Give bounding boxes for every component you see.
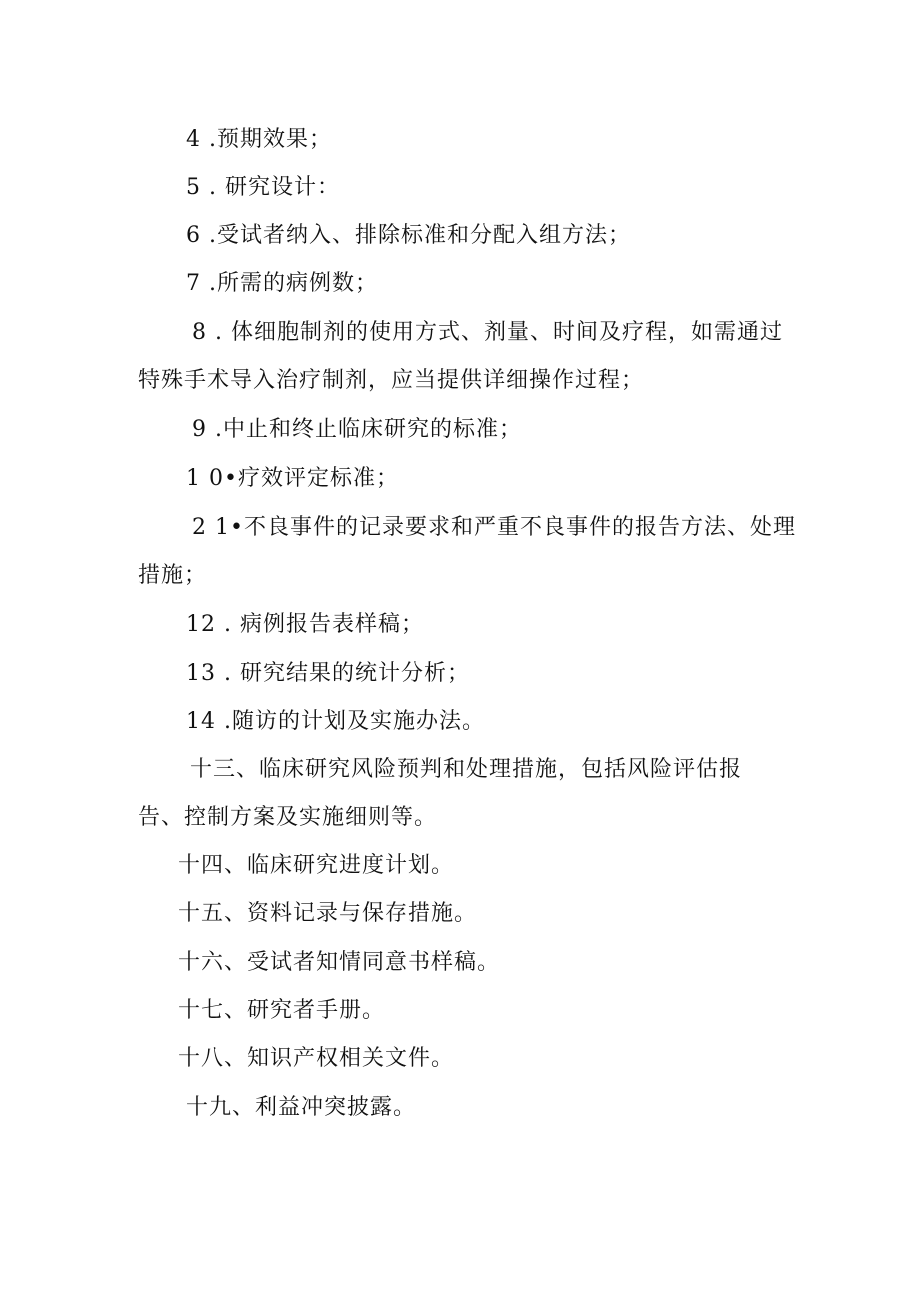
text-line: 十三、临床研究风险预判和处理措施，包括风险评估报 [190,757,743,782]
text-line: 2 1•不良事件的记录要求和严重不良事件的报告方法、处理 [192,515,796,540]
text-line: 告、控制方案及实施细则等。 [138,805,438,830]
text-line: 十八、知识产权相关文件。 [178,1046,455,1071]
text-line: 12 . 病例报告表样稿； [186,612,424,637]
text-line: 5 . 研究设计： [186,175,340,200]
text-line: 十五、资料记录与保存措施。 [178,901,478,926]
text-line: 十七、研究者手册。 [178,998,386,1023]
text-line: 9 .中止和终止临床研究的标准； [192,417,522,442]
text-line: 13 . 研究结果的统计分析； [186,661,470,686]
text-line: 十四、临床研究进度计划。 [178,853,455,878]
text-line: 十九、利益冲突披露。 [186,1095,417,1120]
text-line: 特殊手术导入治疗制剂，应当提供详细操作过程； [138,368,645,393]
text-line: 十六、受试者知情同意书样稿。 [178,950,501,975]
text-line: 6 .受试者纳入、排除标准和分配入组方法； [186,223,631,248]
text-line: 8 . 体细胞制剂的使用方式、剂量、时间及疗程，如需通过 [192,320,783,345]
text-line: 14 .随访的计划及实施办法。 [186,709,485,734]
text-line: 措施； [138,563,208,588]
text-line: 4 .预期效果； [186,127,332,152]
text-line: 7 .所需的病例数； [186,271,378,296]
text-line: 1 0•疗效评定标准； [186,466,399,491]
